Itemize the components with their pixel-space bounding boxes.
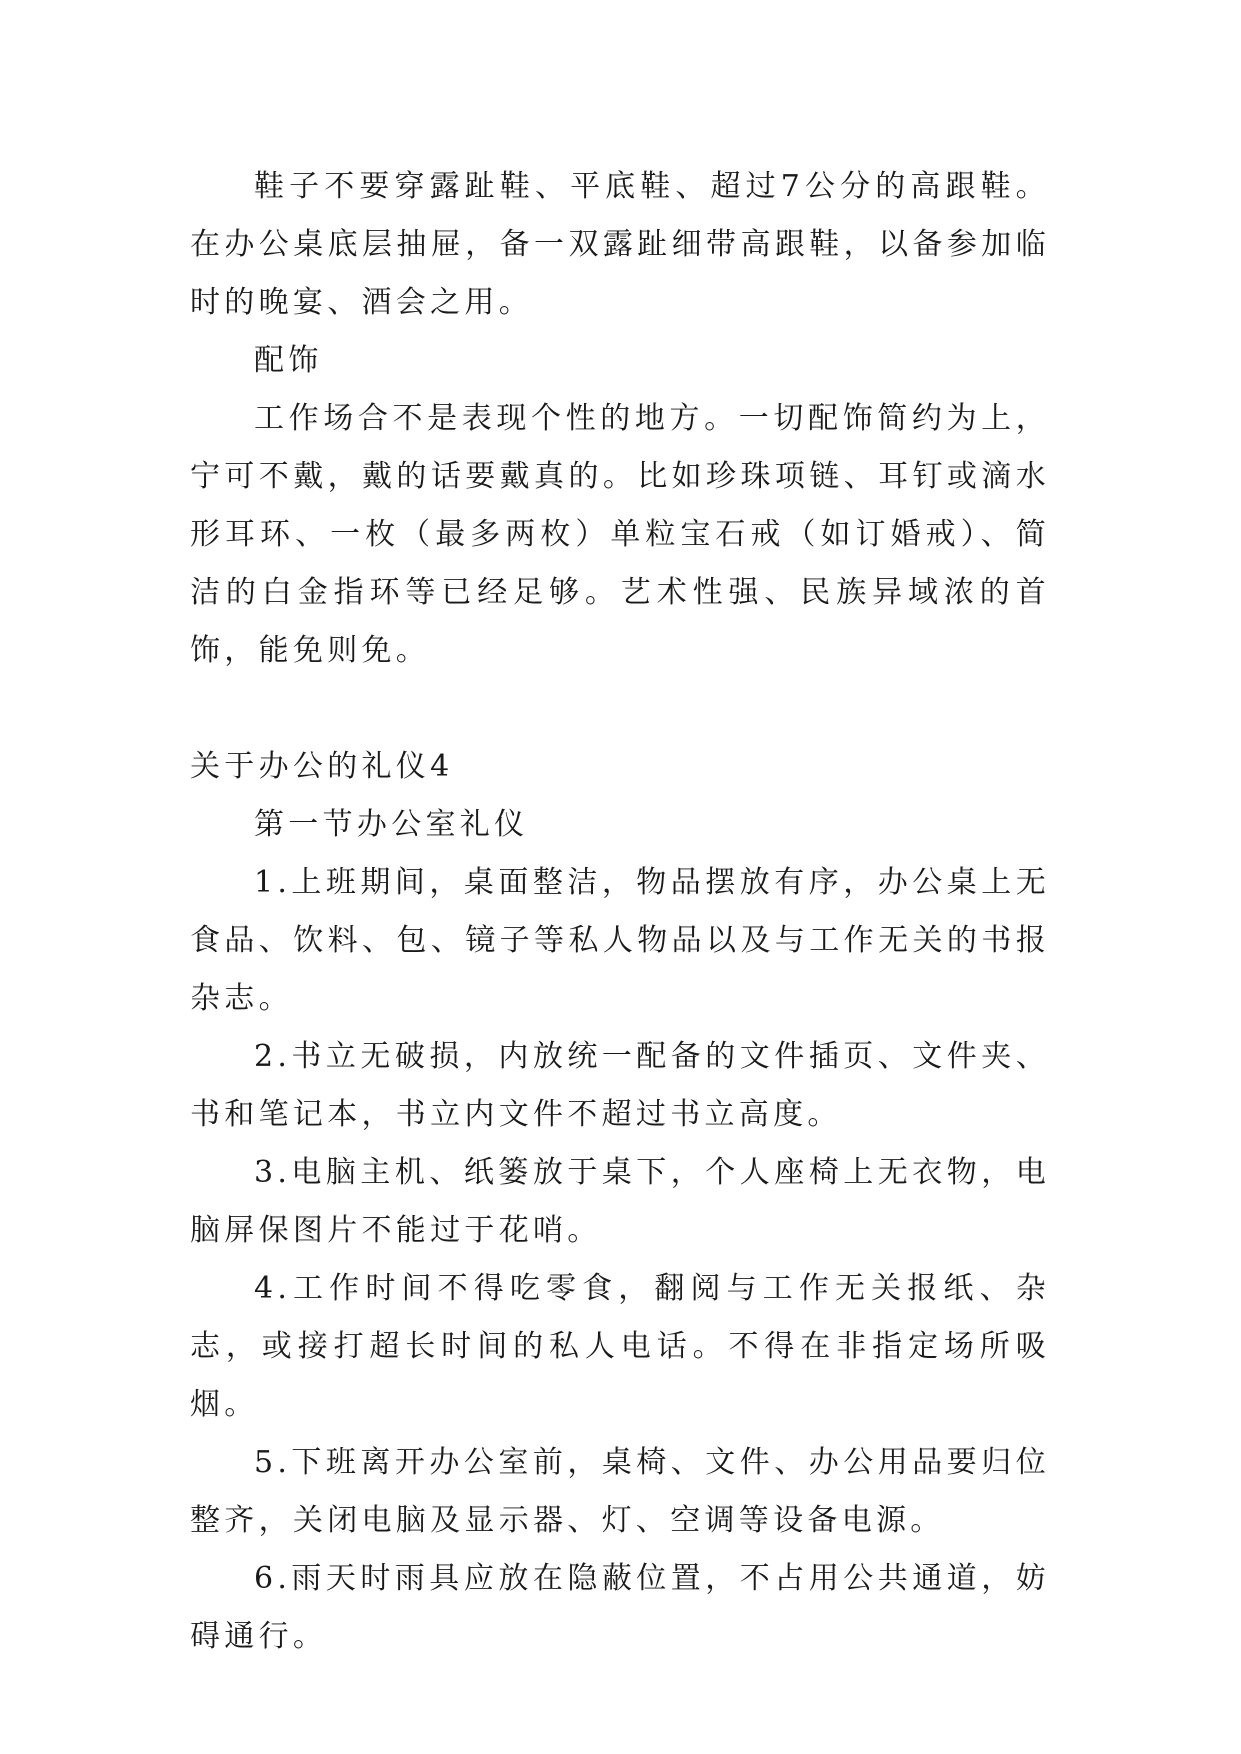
rule-item-6: 6.雨天时雨具应放在隐蔽位置，不占用公共通道，妨碍通行。 — [190, 1561, 1050, 1654]
shoes-paragraph: 鞋子不要穿露趾鞋、平底鞋、超过7公分的高跟鞋。在办公桌底层抽屉，备一双露趾细带高跟鞋，以备参加临时的晚宴、酒会之用。 — [190, 169, 1050, 320]
section-subtitle: 第一节办公室礼仪 — [254, 807, 529, 842]
section-spacer — [190, 680, 1050, 738]
section-title: 关于办公的礼仪4 — [190, 749, 454, 784]
rule-item-1: 1.上班期间，桌面整洁，物品摆放有序，办公桌上无食品、饮料、包、镜子等私人物品以及与工作无关的书报杂志。 — [190, 865, 1050, 1016]
accessories-heading: 配饰 — [254, 343, 323, 378]
accessories-paragraph: 工作场合不是表现个性的地方。一切配饰简约为上，宁可不戴，戴的话要戴真的。比如珍珠项链、耳钉或滴水形耳环、一枚（最多两枚）单粒宝石戒（如订婚戒）、简洁的白金指环等已经足够。艺术性强、民族异域浓的首饰，能免则免。 — [190, 401, 1050, 668]
document-body — [190, 158, 1050, 1666]
rule-item-4: 4.工作时间不得吃零食，翻阅与工作无关报纸、杂志，或接打超长时间的私人电话。不得在非指定场所吸烟。 — [190, 1271, 1050, 1422]
rule-item-5: 5.下班离开办公室前，桌椅、文件、办公用品要归位整齐，关闭电脑及显示器、灯、空调等设备电源。 — [190, 1445, 1050, 1538]
rule-item-3: 3.电脑主机、纸篓放于桌下，个人座椅上无衣物，电脑屏保图片不能过于花哨。 — [190, 1155, 1050, 1248]
rule-item-2: 2.书立无破损，内放统一配备的文件插页、文件夹、书和笔记本，书立内文件不超过书立高度。 — [190, 1039, 1050, 1132]
